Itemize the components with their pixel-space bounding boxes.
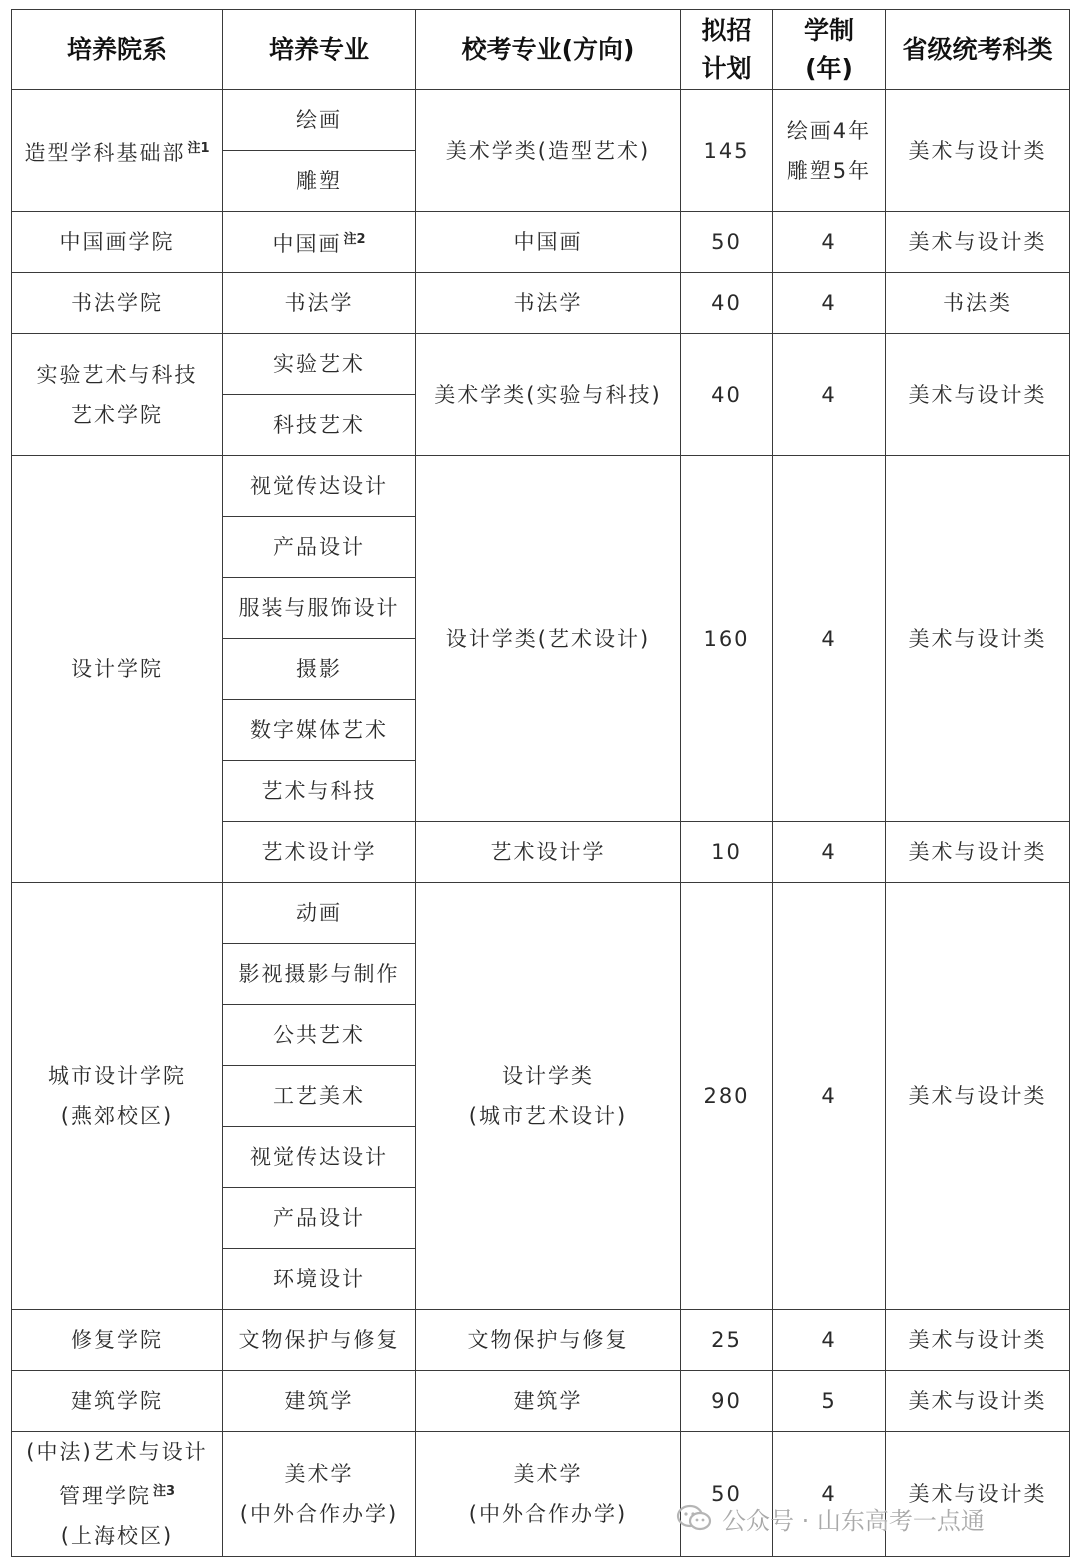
plan-cell: 160	[681, 456, 773, 822]
major-cell: 建筑学	[223, 1371, 416, 1432]
dept-cell: 建筑学院	[12, 1371, 223, 1432]
years-cell: 4	[773, 456, 886, 822]
years-cell: 4	[773, 334, 886, 456]
table-row	[12, 883, 1070, 944]
plan-cell: 50	[681, 212, 773, 273]
years-cell: 4	[773, 822, 886, 883]
plan-cell: 10	[681, 822, 773, 883]
header-row	[12, 10, 1070, 90]
dept-cell: 书法学院	[12, 273, 223, 334]
dept-cell: 城市设计学院 (燕郊校区)	[12, 883, 223, 1310]
header-category: 省级统考科类	[886, 10, 1070, 90]
exam-cell: 设计学类 (城市艺术设计)	[416, 883, 681, 1310]
major-cell: 公共艺术	[223, 1005, 416, 1066]
category-cell: 美术与设计类	[886, 1310, 1070, 1371]
exam-cell: 建筑学	[416, 1371, 681, 1432]
dept-cell: (中法)艺术与设计 管理学院 $^{注3}$ (上海校区)	[12, 1432, 223, 1557]
table-row	[12, 1310, 1070, 1371]
category-cell: 书法类	[886, 273, 1070, 334]
table-row	[12, 456, 1070, 517]
major-cell: 实验艺术	[223, 334, 416, 395]
years-cell: 5	[773, 1371, 886, 1432]
footnote-marker: 注2	[343, 232, 366, 247]
major-cell: 艺术设计学	[223, 822, 416, 883]
major-cell: 动画	[223, 883, 416, 944]
category-cell: 美术与设计类	[886, 822, 1070, 883]
category-cell: 美术与设计类	[886, 1432, 1070, 1557]
major-cell: 文物保护与修复	[223, 1310, 416, 1371]
exam-cell: 文物保护与修复	[416, 1310, 681, 1371]
major-cell: 产品设计	[223, 1188, 416, 1249]
years-cell: 4	[773, 273, 886, 334]
years-cell: 4	[773, 1310, 886, 1371]
major-cell: 工艺美术	[223, 1066, 416, 1127]
major-cell: 影视摄影与制作	[223, 944, 416, 1005]
table-row	[12, 90, 1070, 151]
dept-cell: 修复学院	[12, 1310, 223, 1371]
plan-cell: 50	[681, 1432, 773, 1557]
major-cell: 中国画 $^{注2}$	[223, 212, 416, 273]
major-cell: 书法学	[223, 273, 416, 334]
major-cell: 绘画	[223, 90, 416, 151]
exam-cell: 中国画	[416, 212, 681, 273]
plan-cell: 40	[681, 273, 773, 334]
years-cell: 4	[773, 883, 886, 1310]
header-plan: 拟招 计划	[681, 10, 773, 90]
plan-cell: 40	[681, 334, 773, 456]
years-cell: 4	[773, 212, 886, 273]
major-cell: 艺术与科技	[223, 761, 416, 822]
category-cell: 美术与设计类	[886, 334, 1070, 456]
table-row	[12, 1432, 1070, 1557]
exam-cell: 美术学类(造型艺术)	[416, 90, 681, 212]
dept-cell: 实验艺术与科技 艺术学院	[12, 334, 223, 456]
category-cell: 美术与设计类	[886, 456, 1070, 822]
table-row	[12, 212, 1070, 273]
plan-cell: 90	[681, 1371, 773, 1432]
footnote-marker: 注3	[152, 1484, 176, 1499]
header-major: 培养专业	[223, 10, 416, 90]
major-cell: 产品设计	[223, 517, 416, 578]
exam-cell: 设计学类(艺术设计)	[416, 456, 681, 822]
table-row	[12, 1371, 1070, 1432]
plan-cell: 25	[681, 1310, 773, 1371]
dept-cell: 设计学院	[12, 456, 223, 883]
plan-cell: 280	[681, 883, 773, 1310]
table-row	[12, 334, 1070, 395]
major-cell: 雕塑	[223, 151, 416, 212]
major-cell: 视觉传达设计	[223, 1127, 416, 1188]
major-cell: 视觉传达设计	[223, 456, 416, 517]
table-row	[12, 273, 1070, 334]
exam-cell: 艺术设计学	[416, 822, 681, 883]
major-cell: 环境设计	[223, 1249, 416, 1310]
major-cell: 摄影	[223, 639, 416, 700]
category-cell: 美术与设计类	[886, 1371, 1070, 1432]
years-cell: 4	[773, 1432, 886, 1557]
header-exam: 校考专业(方向)	[416, 10, 681, 90]
dept-cell: 中国画学院	[12, 212, 223, 273]
plan-cell: 145	[681, 90, 773, 212]
watermark-text: 公众号 · 山东高考一点通	[722, 1506, 985, 1535]
years-cell: 绘画4年 雕塑5年	[773, 90, 886, 212]
header-years: 学制 (年)	[773, 10, 886, 90]
exam-cell: 美术学类(实验与科技)	[416, 334, 681, 456]
category-cell: 美术与设计类	[886, 212, 1070, 273]
major-cell: 美术学 (中外合作办学)	[223, 1432, 416, 1557]
major-cell: 科技艺术	[223, 395, 416, 456]
exam-cell: 书法学	[416, 273, 681, 334]
exam-cell: 美术学 (中外合作办学)	[416, 1432, 681, 1557]
category-cell: 美术与设计类	[886, 90, 1070, 212]
major-cell: 服装与服饰设计	[223, 578, 416, 639]
dept-cell: 造型学科基础部 $^{注1}$	[12, 90, 223, 212]
footnote-marker: 注1	[187, 140, 210, 156]
major-cell: 数字媒体艺术	[223, 700, 416, 761]
header-dept: 培养院系	[12, 10, 223, 90]
category-cell: 美术与设计类	[886, 883, 1070, 1310]
enrollment-table	[11, 9, 1070, 1557]
